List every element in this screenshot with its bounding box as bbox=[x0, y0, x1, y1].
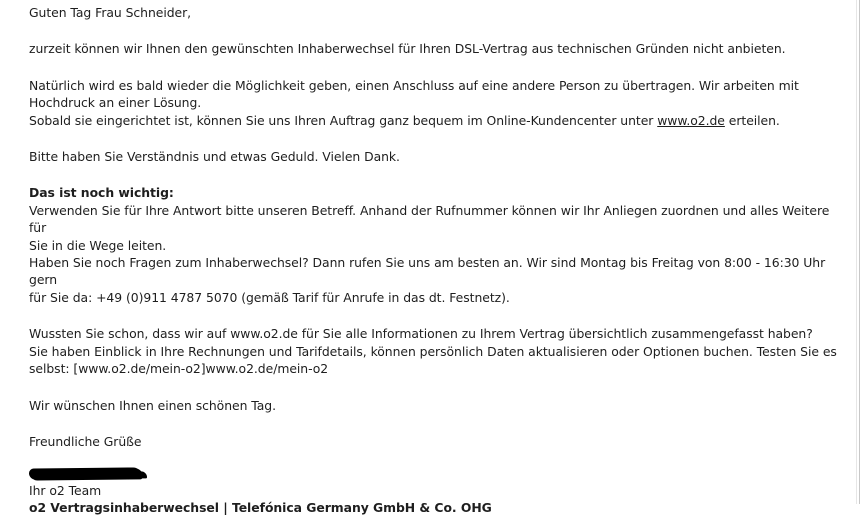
important-line-2: Sie in die Wege leiten. bbox=[29, 237, 167, 253]
important-line-1: Verwenden Sie für Ihre Antwort bitte unseren Betreff. Anhand der Rufnummer können wir Ihr Anliegen zuordnen und alles Weitere für bbox=[29, 202, 830, 236]
spacer bbox=[29, 378, 839, 397]
info-line-3: selbst: [www.o2.de/mein-o2]www.o2.de/mein-o2 bbox=[29, 361, 329, 377]
paragraph-solution-line-2: Hochdruck an einer Lösung. bbox=[29, 95, 202, 111]
spacer bbox=[29, 129, 839, 148]
info-line-1: Wussten Sie schon, dass wir auf www.o2.de für Sie alle Informationen zu Ihrem Vertrag übersichtlich zusammengefasst haben? bbox=[29, 326, 813, 342]
regards: Freundliche Grüße bbox=[29, 433, 142, 449]
o2-website-link[interactable]: www.o2.de bbox=[657, 112, 725, 128]
signature-block bbox=[29, 468, 839, 517]
greeting: Guten Tag Frau Schneider, bbox=[29, 5, 192, 20]
solution-text-after-link: erteilen. bbox=[724, 112, 780, 128]
company-signature: o2 Vertragsinhaberwechsel | Telefónica Germany GmbH & Co. OHG bbox=[29, 500, 492, 516]
paragraph-solution-line-1: Natürlich wird es bald wieder die Möglichkeit geben, einen Anschluss auf eine andere Person zu übertragen. Wir arbeiten mit bbox=[29, 77, 799, 93]
info-line-2: Sie haben Einblick in Ihre Rechnungen und Tarifdetails, können persönlich Daten aktualisieren oder Optionen buchen. Testen Sie es bbox=[29, 343, 837, 359]
email-body bbox=[29, 4, 839, 517]
spacer bbox=[29, 58, 839, 77]
important-heading: Das ist noch wichtig: bbox=[29, 185, 174, 201]
spacer bbox=[29, 414, 839, 433]
redaction-bar bbox=[29, 467, 141, 479]
spacer bbox=[29, 165, 839, 184]
solution-text-before-link: Sobald sie eingerichtet ist, können Sie uns Ihren Auftrag ganz bequem im Online-Kundencenter unter bbox=[29, 112, 658, 128]
paragraph-patience: Bitte haben Sie Verständnis und etwas Geduld. Vielen Dank. bbox=[29, 149, 400, 165]
important-line-3: Haben Sie noch Fragen zum Inhaberwechsel? Dann rufen Sie uns am besten an. Wir sind Montag bis Freitag von 8:00 - 16:30 Uhr gern bbox=[29, 255, 826, 288]
important-line-4: für Sie da: +49 (0)911 4787 5070 (gemäß Tarif für Anrufe in das dt. Festnetz). bbox=[29, 289, 510, 305]
spacer bbox=[29, 450, 839, 468]
paragraph-solution-line-3 bbox=[29, 112, 839, 129]
spacer bbox=[29, 21, 839, 40]
spacer bbox=[29, 306, 839, 325]
paragraph-unavailable: zurzeit können wir Ihnen den gewünschten Inhaberwechsel für Ihren DSL-Vertrag aus technischen Gründen nicht anbieten. bbox=[29, 41, 786, 57]
team-signature: Ihr o2 Team bbox=[29, 482, 102, 498]
closing-wish: Wir wünschen Ihnen einen schönen Tag. bbox=[29, 397, 276, 413]
